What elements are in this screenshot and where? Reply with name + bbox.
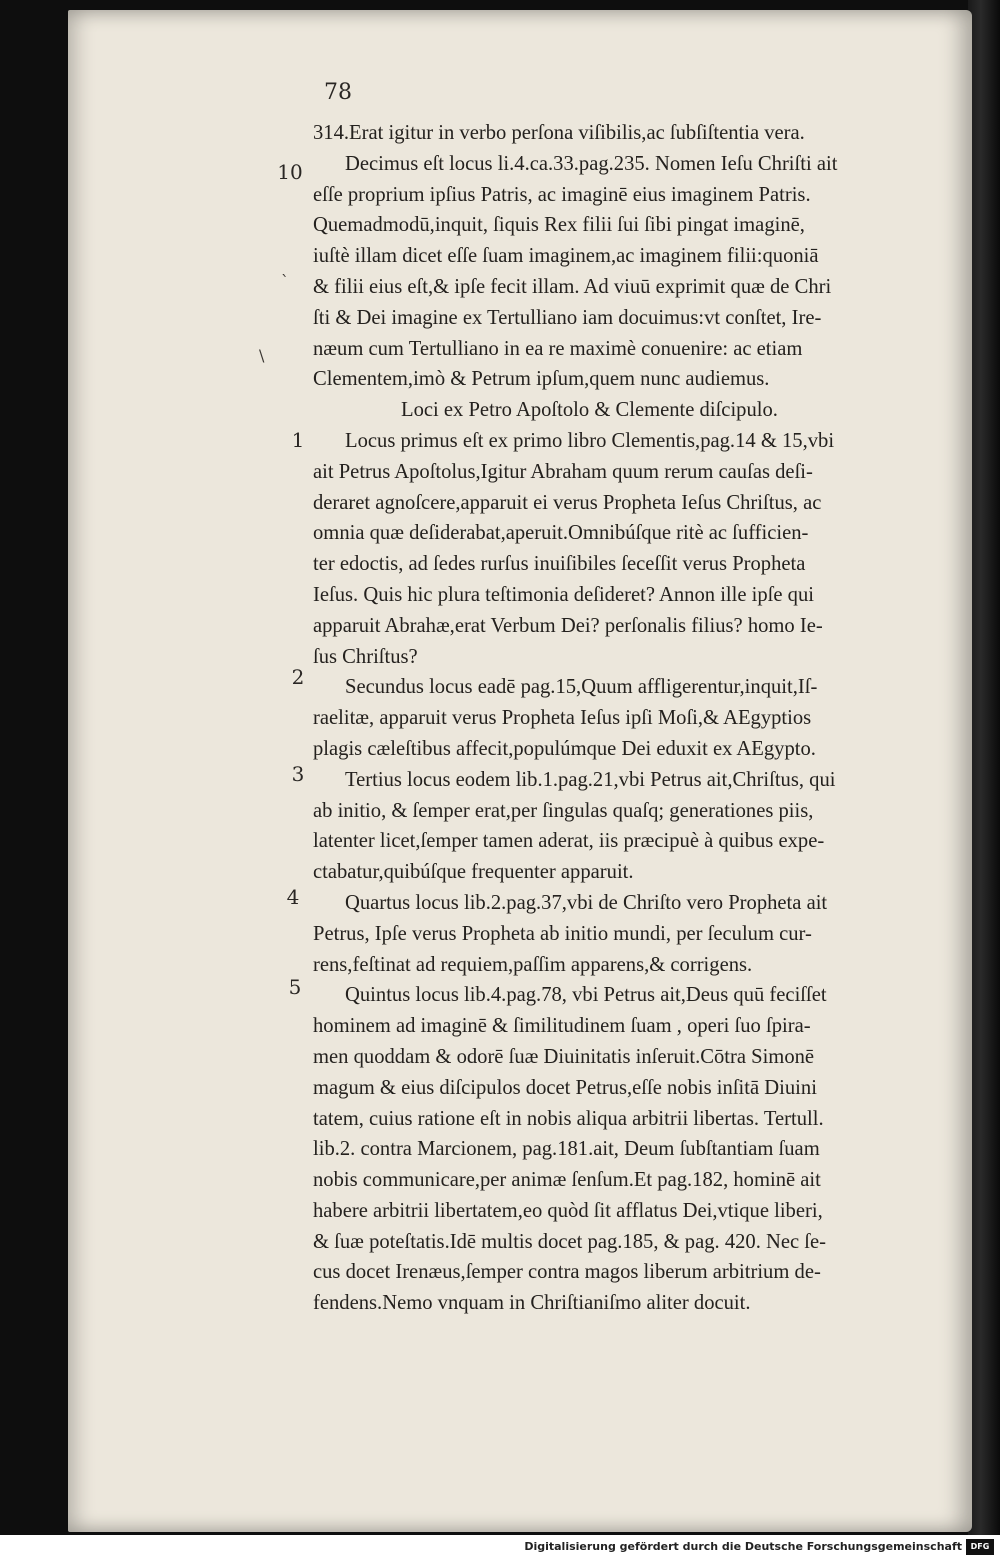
text-line: rens,feſtinat ad requiem,paſſim apparens,& corrigens. [313, 953, 753, 976]
body-text [313, 118, 961, 1319]
margin-mark: ` [281, 272, 289, 291]
margin-number: 2 [291, 665, 305, 689]
text-line: raelitæ, apparuit verus Propheta Ieſus ipſi Moſi,& AEgyptios [313, 707, 812, 730]
text-line: & ſuæ poteſtatis.Idē multis docet pag.185, & pag. 420. Nec ſe- [313, 1230, 827, 1253]
text-line: fendens.Nemo vnquam in Chriſtianiſmo aliter docuit. [313, 1292, 751, 1315]
margin-number: 3 [291, 762, 305, 786]
text-line: ctabatur,quibúſque frequenter apparuit. [313, 861, 634, 884]
text-line: 314.Erat igitur in verbo perſona viſibilis,ac ſubſiſtentia vera. [313, 122, 805, 144]
text-line: Clementem,imò & Petrum ipſum,quem nunc audiemus. [313, 368, 770, 391]
text-line: & filii eius eſt,& ipſe fecit illam. Ad viuū exprimit quæ de Chri [313, 275, 832, 298]
text-line: Quemadmodū,inquit, ſiquis Rex filii ſui ſibi pingat imaginē, [313, 214, 805, 237]
text-line: Petrus, Ipſe verus Propheta ab initio mundi, per ſeculum cur- [313, 922, 812, 945]
margin-number: 1 [291, 428, 305, 452]
page-number: 78 [324, 80, 352, 105]
text-line: Ieſus. Quis hic plura teſtimonia deſideret? Annon ille ipſe qui [313, 583, 814, 606]
text-line: deraret agnoſcere,apparuit ei verus Propheta Ieſus Chriſtus, ac [313, 491, 822, 514]
text-line: lib.2. contra Marcionem, pag.181.ait, Deum ſubſtantiam ſuam [313, 1138, 820, 1161]
text-line: latenter licet,ſemper tamen aderat, iis præcipuè à quibus expe- [313, 830, 825, 853]
footer-credit: Digitalisierung gefördert durch die Deutsche Forschungsgemeinschaft [524, 1540, 962, 1553]
margin-number: 5 [288, 975, 302, 999]
text-line: eſſe proprium ipſius Patris, ac imaginē eius imaginem Patris. [313, 183, 811, 206]
text-line: iuſtè illam dicet eſſe ſuam imaginem,ac imaginem filii:quoniā [313, 245, 819, 268]
text-line: cus docet Irenæus,ſemper contra magos liberum arbitrium de- [313, 1261, 821, 1284]
text-line: Quartus locus lib.2.pag.37,vbi de Chriſto vero Propheta ait [345, 891, 828, 914]
text-line: ſus Chriſtus? [313, 645, 418, 668]
text-line: hominem ad imaginē & ſimilitudinem ſuam , operi ſuo ſpira- [313, 1015, 811, 1038]
book-edge [968, 0, 1000, 1535]
text-line: omnia quæ deſiderabat,aperuit.Omnibúſque ritè ac ſufficien- [313, 522, 809, 545]
text-line: Tertius locus eodem lib.1.pag.21,vbi Petrus ait,Chriſtus, qui [345, 768, 836, 791]
margin-number: 4 [286, 885, 300, 909]
text-line: men quoddam & odorē ſuæ Diuinitatis inſeruit.Cōtra Simonē [313, 1045, 815, 1068]
margin-mark: \ [259, 346, 265, 365]
text-line: ſti & Dei imagine ex Tertulliano iam docuimus:vt conſtet, Ire- [313, 306, 822, 329]
text-line: ait Petrus Apoſtolus,Igitur Abraham quum rerum cauſas deſi- [313, 460, 813, 483]
text-line: magum & eius diſcipulos docet Petrus,eſſe nobis inſitā Diuini [313, 1076, 817, 1099]
text-line: Locus primus eſt ex primo libro Clementis,pag.14 & 15,vbi [345, 429, 835, 452]
section-heading: Loci ex Petro Apoſtolo & Clemente diſcipulo. [401, 399, 778, 422]
text-line: habere arbitrii libertatem,eo quòd ſit afflatus Dei,vtique liberi, [313, 1199, 823, 1222]
text-line: Decimus eſt locus li.4.ca.33.pag.235. Nomen Ieſu Chriſti ait [345, 152, 838, 175]
text-line: nobis communicare,per animæ ſenſum.Et pag.182, hominē ait [313, 1169, 821, 1192]
text-line: næum cum Tertulliano in ea re maximè conuenire: ac etiam [313, 337, 803, 360]
text-line: plagis cæleſtibus affecit,populúmque Dei eduxit ex AEgypto. [313, 737, 816, 760]
footer-bar [0, 1535, 1000, 1560]
text-line: tatem, cuius ratione eſt in nobis aliqua arbitrii libertas. Tertull. [313, 1107, 824, 1130]
dfg-logo: DFG [966, 1539, 994, 1555]
margin-number: 10 [277, 160, 303, 184]
text-line: ter edoctis, ad ſedes rurſus inuiſibiles ſeceſſit verus Propheta [313, 553, 806, 576]
text-line: Secundus locus eadē pag.15,Quum affligerentur,inquit,Iſ- [345, 676, 818, 699]
text-line: ab initio, & ſemper erat,per ſingulas quaſq; generationes piis, [313, 799, 814, 822]
text-line: apparuit Abrahæ,erat Verbum Dei? perſonalis filius? homo Ie- [313, 614, 823, 637]
text-line: Quintus locus lib.4.pag.78, vbi Petrus ait,Deus quū feciſſet [345, 984, 827, 1007]
